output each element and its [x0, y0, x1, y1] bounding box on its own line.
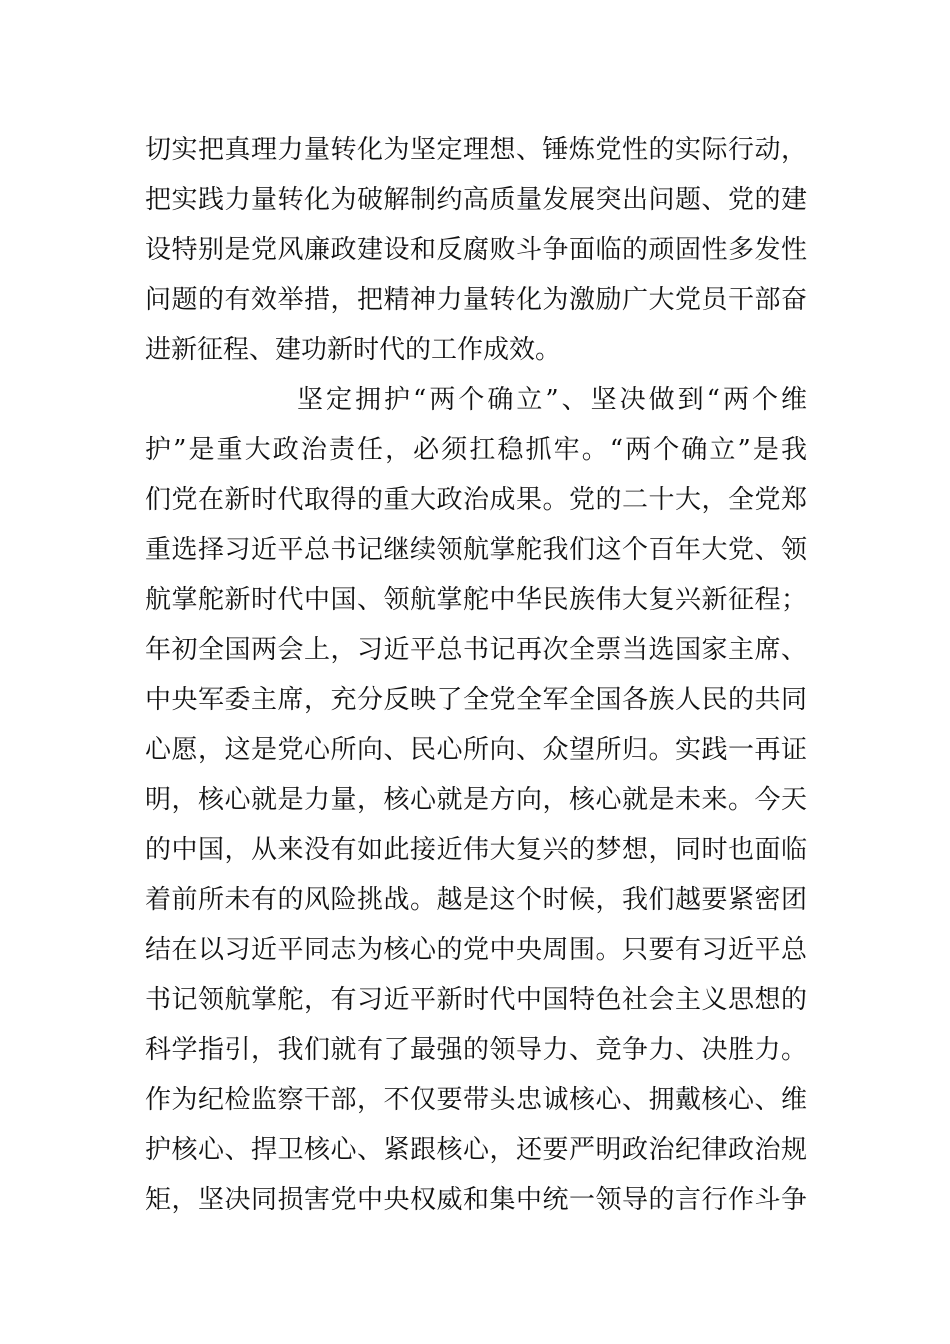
- paragraph2-line-15: 作为纪检监察干部，不仅要带头忠诚核心、拥戴核心、维: [145, 1085, 807, 1115]
- paragraph1-line-2: 把实践力量转化为破解制约高质量发展突出问题、党的建: [145, 185, 807, 215]
- paragraph2-line-17: 矩，坚决同损害党中央权威和集中统一领导的言行作斗争: [145, 1185, 807, 1215]
- paragraph1-line-5: 进新征程、建功新时代的工作成效。: [145, 335, 562, 365]
- paragraph2-line-5: 航掌舵新时代中国、领航掌舵中华民族伟大复兴新征程；: [145, 585, 807, 615]
- paragraph2-line-13: 书记领航掌舵，有习近平新时代中国特色社会主义思想的: [145, 985, 807, 1015]
- paragraph2-line-8: 心愿，这是党心所向、民心所向、众望所归。实践一再证: [145, 735, 807, 765]
- paragraph2-line-4: 重选择习近平总书记继续领航掌舵我们这个百年大党、领: [145, 535, 807, 565]
- paragraph2-line-7: 中央军委主席，充分反映了全党全军全国各族人民的共同: [145, 685, 807, 715]
- paragraph2-line-11: 着前所未有的风险挑战。越是这个时候，我们越要紧密团: [145, 885, 807, 915]
- paragraph2-line-3: 们党在新时代取得的重大政治成果。党的二十大，全党郑: [145, 485, 807, 515]
- paragraph1-line-4: 问题的有效举措，把精神力量转化为激励广大党员干部奋: [145, 285, 807, 315]
- paragraph2-line-10: 的中国，从来没有如此接近伟大复兴的梦想，同时也面临: [145, 835, 807, 865]
- paragraph2-line-9: 明，核心就是力量，核心就是方向，核心就是未来。今天: [145, 785, 807, 815]
- paragraph2-line-2: 护”是重大政治责任，必须扛稳抓牢。“两个确立”是我: [145, 435, 807, 465]
- paragraph2-line-1: 坚定拥护“两个确立”、坚决做到“两个维: [297, 385, 807, 415]
- paragraph2-line-14: 科学指引，我们就有了最强的领导力、竞争力、决胜力。: [145, 1035, 807, 1065]
- paragraph1-line-3: 设特别是党风廉政建设和反腐败斗争面临的顽固性多发性: [145, 235, 807, 265]
- paragraph2-line-6: 年初全国两会上，习近平总书记再次全票当选国家主席、: [145, 635, 807, 665]
- paragraph1-line-1: 切实把真理力量转化为坚定理想、锤炼党性的实际行动，: [145, 135, 807, 165]
- paragraph2-line-12: 结在以习近平同志为核心的党中央周围。只要有习近平总: [145, 935, 807, 965]
- paragraph2-line-16: 护核心、捍卫核心、紧跟核心，还要严明政治纪律政治规: [145, 1135, 807, 1165]
